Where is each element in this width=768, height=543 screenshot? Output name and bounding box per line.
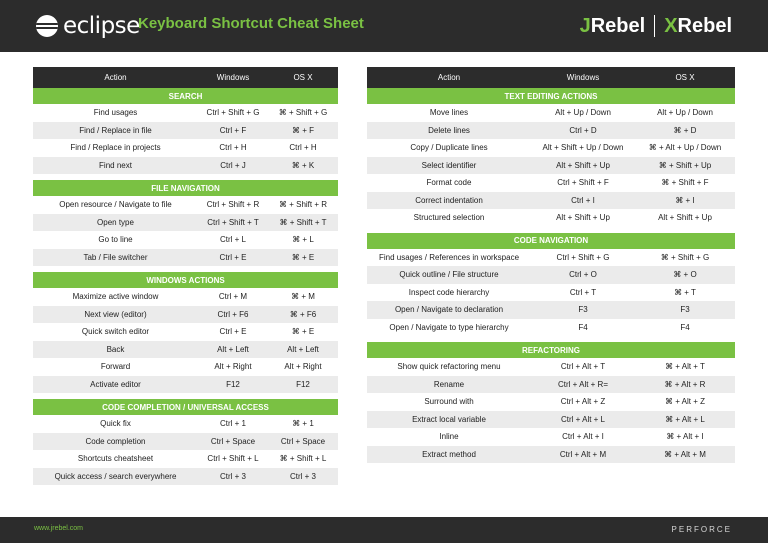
cell-osx: ⌘ + E: [291, 252, 315, 262]
cell-windows: Ctrl + J: [220, 160, 246, 170]
cell-osx: ⌘ + Shift + Up: [658, 160, 712, 170]
xrebel-x: X: [664, 14, 678, 37]
right-sections: [367, 88, 735, 463]
cell-action: Quick fix: [100, 419, 131, 429]
jrebel-word: Rebel: [590, 14, 646, 37]
cell-action: Go to line: [98, 235, 133, 245]
section: [33, 272, 338, 393]
cell-action: Find next: [99, 160, 132, 170]
shortcut-row: [33, 415, 338, 433]
cell-windows: Alt + Right: [214, 362, 252, 372]
shortcut-row: [367, 319, 735, 337]
cell-action: Find / Replace in file: [79, 125, 152, 135]
cell-osx: ⌘ + Shift + R: [278, 200, 328, 210]
shortcut-row: [33, 468, 338, 486]
shortcut-row: [367, 393, 735, 411]
cell-action: Select identifier: [421, 160, 477, 170]
table-header: [33, 67, 338, 88]
cell-windows: Ctrl + H: [219, 143, 247, 153]
shortcut-row: [33, 122, 338, 140]
cell-windows: Ctrl + E: [219, 252, 247, 262]
cell-windows: Ctrl + Shift + R: [206, 200, 260, 210]
cell-action: Move lines: [429, 108, 469, 118]
footer-bar: [0, 517, 768, 543]
cell-action: Surround with: [424, 397, 474, 407]
cell-osx: Alt + Right: [284, 362, 322, 372]
cell-action: Activate editor: [90, 379, 141, 389]
cell-osx: ⌘ + Alt + Up / Down: [648, 143, 722, 153]
section: [367, 88, 735, 227]
jrebel-xrebel-logo: [580, 13, 732, 39]
shortcut-row: [33, 288, 338, 306]
cell-action: Open type: [97, 217, 134, 227]
shortcut-row: [367, 157, 735, 175]
cell-osx: ⌘ + Shift + F: [661, 178, 709, 188]
cell-action: Tab / File switcher: [83, 252, 148, 262]
shortcut-row: [33, 433, 338, 451]
cell-osx: ⌘ + O: [673, 270, 697, 280]
section: [367, 342, 735, 463]
cell-action: Copy / Duplicate lines: [410, 143, 488, 153]
cell-windows: Ctrl + Alt + Z: [560, 397, 606, 407]
cell-windows: Ctrl + F6: [217, 309, 249, 319]
section-title: FILE NAVIGATION: [33, 180, 338, 196]
cell-osx: ⌘ + T: [674, 287, 696, 297]
cell-action: Inspect code hierarchy: [408, 287, 490, 297]
cell-action: Find usages / References in workspace: [378, 252, 520, 262]
cell-windows: Ctrl + Shift + T: [207, 217, 259, 227]
cell-windows: Ctrl + O: [569, 270, 597, 280]
cell-action: Show quick refactoring menu: [397, 362, 501, 372]
shortcut-row: [367, 249, 735, 267]
cell-action: Structured selection: [413, 213, 485, 223]
cell-action: Extract method: [422, 449, 476, 459]
cell-windows: Ctrl + M: [218, 292, 248, 302]
cell-windows: Alt + Up / Down: [555, 108, 611, 118]
cell-osx: Ctrl + H: [289, 143, 317, 153]
cell-windows: Ctrl + Alt + I: [562, 432, 604, 442]
cell-windows: Ctrl + Space: [210, 436, 256, 446]
header-osx: OS X: [293, 73, 313, 82]
cell-action: Next view (editor): [84, 309, 147, 319]
cell-windows: Ctrl + Shift + G: [556, 252, 610, 262]
cell-action: Open / Navigate to declaration: [394, 305, 504, 315]
shortcut-row: [33, 196, 338, 214]
cell-action: Quick switch editor: [81, 327, 150, 337]
header-osx: OS X: [675, 73, 695, 82]
xrebel-word: Rebel: [677, 14, 732, 37]
footer-url[interactable]: www.jrebel.com: [34, 525, 84, 532]
shortcut-row: [367, 122, 735, 140]
cell-action: Forward: [100, 362, 131, 372]
cell-windows: Ctrl + E: [219, 327, 247, 337]
cell-windows: Alt + Shift + Up / Down: [542, 143, 624, 153]
cell-osx: ⌘ + F: [291, 125, 314, 135]
shortcut-row: [367, 376, 735, 394]
shortcut-row: [367, 209, 735, 227]
eclipse-icon: [36, 15, 58, 37]
cell-action: Find / Replace in projects: [70, 143, 161, 153]
cell-osx: ⌘ + Shift + G: [278, 108, 328, 118]
cell-windows: F4: [578, 322, 588, 332]
eclipse-logo: [36, 13, 140, 39]
cell-osx: Ctrl + Space: [280, 436, 326, 446]
cell-osx: ⌘ + Alt + M: [664, 449, 706, 459]
cell-osx: ⌘ + Alt + L: [665, 414, 705, 424]
shortcut-row: [367, 104, 735, 122]
shortcut-row: [33, 157, 338, 175]
section: [33, 399, 338, 485]
section-title: TEXT EDITING ACTIONS: [367, 88, 735, 104]
cell-action: Back: [106, 344, 125, 354]
cell-osx: ⌘ + 1: [292, 419, 314, 429]
cell-action: Quick outline / File structure: [399, 270, 499, 280]
cell-windows: Ctrl + Alt + T: [560, 362, 606, 372]
cell-windows: Ctrl + Shift + F: [557, 178, 609, 188]
cell-osx: ⌘ + Shift + T: [279, 217, 327, 227]
section-title: REFACTORING: [367, 342, 735, 358]
cell-osx: ⌘ + Alt + Z: [664, 397, 705, 407]
left-sections: [33, 88, 338, 485]
shortcut-row: [33, 450, 338, 468]
cell-osx: Alt + Shift + Up: [658, 213, 712, 223]
cell-osx: ⌘ + Alt + R: [664, 379, 706, 389]
section-title: CODE COMPLETION / UNIVERSAL ACCESS: [33, 399, 338, 415]
cell-osx: ⌘ + Alt + I: [666, 432, 704, 442]
cell-osx: Alt + Up / Down: [657, 108, 713, 118]
cell-action: Rename: [433, 379, 465, 389]
section-title: WINDOWS ACTIONS: [33, 272, 338, 288]
shortcut-row: [367, 284, 735, 302]
cell-windows: Ctrl + 1: [219, 419, 246, 429]
cell-action: Find usages: [93, 108, 138, 118]
cell-osx: ⌘ + K: [291, 160, 315, 170]
shortcut-row: [33, 376, 338, 394]
cell-windows: Ctrl + D: [569, 125, 597, 135]
shortcut-row: [33, 214, 338, 232]
cell-osx: ⌘ + Shift + G: [660, 252, 710, 262]
left-column: [33, 67, 338, 491]
header-action: Action: [104, 73, 127, 82]
cell-windows: Alt + Left: [217, 344, 249, 354]
header-windows: Windows: [216, 73, 250, 82]
cell-osx: ⌘ + M: [291, 292, 315, 302]
header-windows: Windows: [566, 73, 600, 82]
cell-windows: Ctrl + L: [219, 235, 246, 245]
section-title: CODE NAVIGATION: [367, 233, 735, 249]
cell-osx: Ctrl + 3: [289, 471, 316, 481]
cell-windows: Ctrl + I: [571, 195, 595, 205]
eclipse-logo-text: eclipse: [63, 13, 140, 39]
shortcut-row: [33, 306, 338, 324]
cell-windows: Alt + Shift + Up: [556, 213, 610, 223]
header-action: Action: [437, 73, 461, 82]
cell-action: Open resource / Navigate to file: [59, 200, 172, 210]
shortcut-row: [367, 139, 735, 157]
shortcut-row: [367, 192, 735, 210]
cell-action: Maximize active window: [72, 292, 159, 302]
cell-osx: ⌘ + E: [291, 327, 315, 337]
cell-windows: F3: [578, 305, 588, 315]
cell-windows: Ctrl + Alt + L: [560, 414, 606, 424]
cell-action: Correct indentation: [415, 195, 483, 205]
right-column: [367, 67, 735, 469]
cell-osx: ⌘ + Alt + T: [665, 362, 705, 372]
cell-osx: ⌘ + I: [675, 195, 695, 205]
section: [33, 180, 338, 266]
header-bar: [0, 0, 768, 52]
shortcut-row: [33, 249, 338, 267]
cell-action: Format code: [426, 178, 472, 188]
cell-action: Open / Navigate to type hierarchy: [389, 322, 509, 332]
page-title: Keyboard Shortcut Cheat Sheet: [138, 15, 364, 32]
cell-action: Extract local variable: [412, 414, 486, 424]
table-header: [367, 67, 735, 88]
cell-osx: ⌘ + L: [292, 235, 314, 245]
shortcut-row: [367, 446, 735, 464]
cell-action: Quick access / search everywhere: [54, 471, 177, 481]
section-title: SEARCH: [33, 88, 338, 104]
cell-osx: ⌘ + D: [673, 125, 697, 135]
cell-windows: F12: [226, 379, 240, 389]
cell-osx: F12: [296, 379, 310, 389]
cell-action: Delete lines: [428, 125, 470, 135]
cell-windows: Ctrl + Shift + L: [207, 454, 259, 464]
cell-windows: Ctrl + 3: [219, 471, 246, 481]
brand-divider: [654, 15, 655, 37]
cell-osx: F3: [680, 305, 690, 315]
shortcut-row: [33, 358, 338, 376]
shortcut-row: [367, 301, 735, 319]
section: [367, 233, 735, 337]
perforce-logo: PERFORCE: [671, 525, 732, 534]
shortcut-row: [33, 139, 338, 157]
cell-windows: Ctrl + Alt + R=: [557, 379, 609, 389]
section: [33, 88, 338, 174]
shortcut-row: [33, 104, 338, 122]
cell-osx: Alt + Left: [287, 344, 319, 354]
cell-osx: ⌘ + F6: [289, 309, 317, 319]
cell-windows: Alt + Shift + Up: [556, 160, 610, 170]
shortcut-row: [367, 266, 735, 284]
shortcut-row: [33, 231, 338, 249]
cell-osx: F4: [680, 322, 690, 332]
cell-windows: Ctrl + T: [569, 287, 597, 297]
shortcut-row: [33, 341, 338, 359]
cell-action: Code completion: [85, 436, 146, 446]
cell-windows: Ctrl + Alt + M: [559, 449, 607, 459]
cell-osx: ⌘ + Shift + L: [279, 454, 327, 464]
shortcut-row: [367, 358, 735, 376]
shortcut-row: [367, 174, 735, 192]
shortcut-row: [367, 428, 735, 446]
cell-windows: Ctrl + Shift + G: [206, 108, 260, 118]
cell-action: Inline: [439, 432, 459, 442]
shortcut-row: [367, 411, 735, 429]
jrebel-j: J: [579, 14, 591, 37]
cell-windows: Ctrl + F: [219, 125, 247, 135]
shortcut-row: [33, 323, 338, 341]
cell-action: Shortcuts cheatsheet: [77, 454, 154, 464]
